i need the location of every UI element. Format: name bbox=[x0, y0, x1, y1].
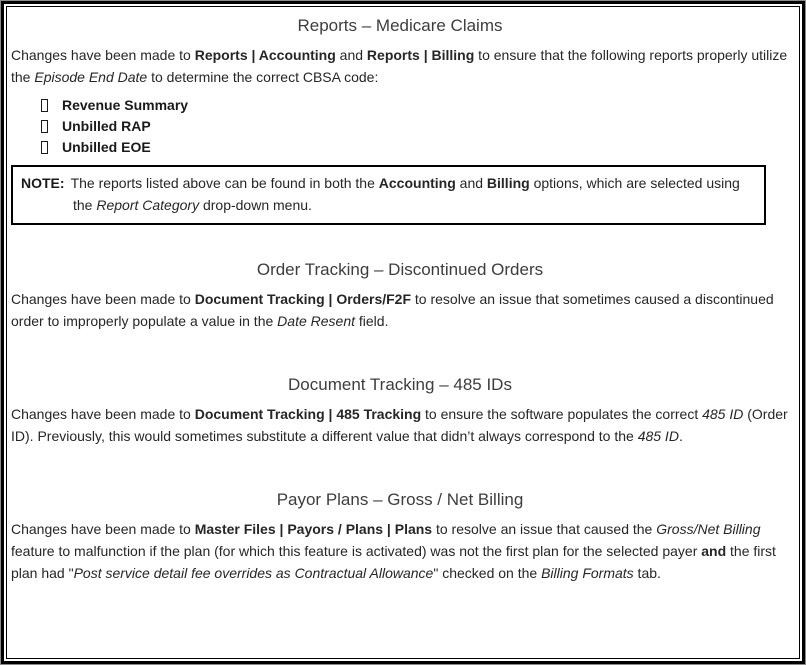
section-paragraph: Changes have been made to Master Files | Payors / Plans | Plans to resolve an issue that caused the Gross/Net Billing feature to malfunction if the plan (for which this feature is activated) was not the first plan for the selected payer and the first plan had "Post service detail fee overrides as Contractual Allowance" checked on the Billing Formats tab. bbox=[11, 521, 776, 581]
section-heading: Reports – Medicare Claims bbox=[297, 16, 503, 35]
section-heading: Document Tracking – 485 IDs bbox=[288, 375, 512, 394]
bullet-box-icon bbox=[41, 120, 48, 133]
note-box bbox=[11, 165, 766, 225]
section-paragraph: Changes have been made to Document Tracking | Orders/F2F to resolve an issue that sometimes caused a discontinued order to improperly populate a value in the Date Resent field. bbox=[11, 291, 774, 329]
section-reports-medicare-claims bbox=[11, 14, 789, 225]
section-heading: Payor Plans – Gross / Net Billing bbox=[276, 490, 524, 509]
bullet-label: Unbilled RAP bbox=[62, 118, 151, 134]
section-payor-plans-gross-net-billing bbox=[11, 488, 789, 584]
bullet-box-icon bbox=[41, 99, 48, 112]
report-bullet-list bbox=[11, 95, 789, 158]
list-item bbox=[41, 95, 789, 116]
bullet-label: Revenue Summary bbox=[62, 97, 189, 113]
list-item bbox=[41, 116, 789, 137]
section-order-tracking-discontinued-orders bbox=[11, 258, 789, 332]
note-text bbox=[21, 172, 756, 216]
section-paragraph: Changes have been made to Reports | Accounting and Reports | Billing to ensure that the following reports properly utilize the Episode End Date to determine the correct CBSA code: bbox=[11, 47, 788, 85]
section-heading: Order Tracking – Discontinued Orders bbox=[256, 260, 544, 279]
section-paragraph: Changes have been made to Document Tracking | 485 Tracking to ensure the software populates the correct 485 ID (Order ID). Previously, this would sometimes substitute a different value that didn’t always correspond to the 485 ID. bbox=[11, 406, 788, 444]
bullet-box-icon bbox=[41, 141, 48, 154]
note-runs: The reports listed above can be found in both the Accounting and Billing options, which are selected using the Report Category drop-down menu. bbox=[70, 175, 740, 213]
document-content bbox=[7, 14, 799, 584]
document-inner-border bbox=[6, 6, 800, 659]
note-label: NOTE: bbox=[21, 175, 65, 191]
list-item bbox=[41, 137, 789, 158]
bullet-label: Unbilled EOE bbox=[62, 139, 151, 155]
section-document-tracking-485-ids bbox=[11, 373, 789, 447]
document-outer-border bbox=[1, 1, 805, 664]
